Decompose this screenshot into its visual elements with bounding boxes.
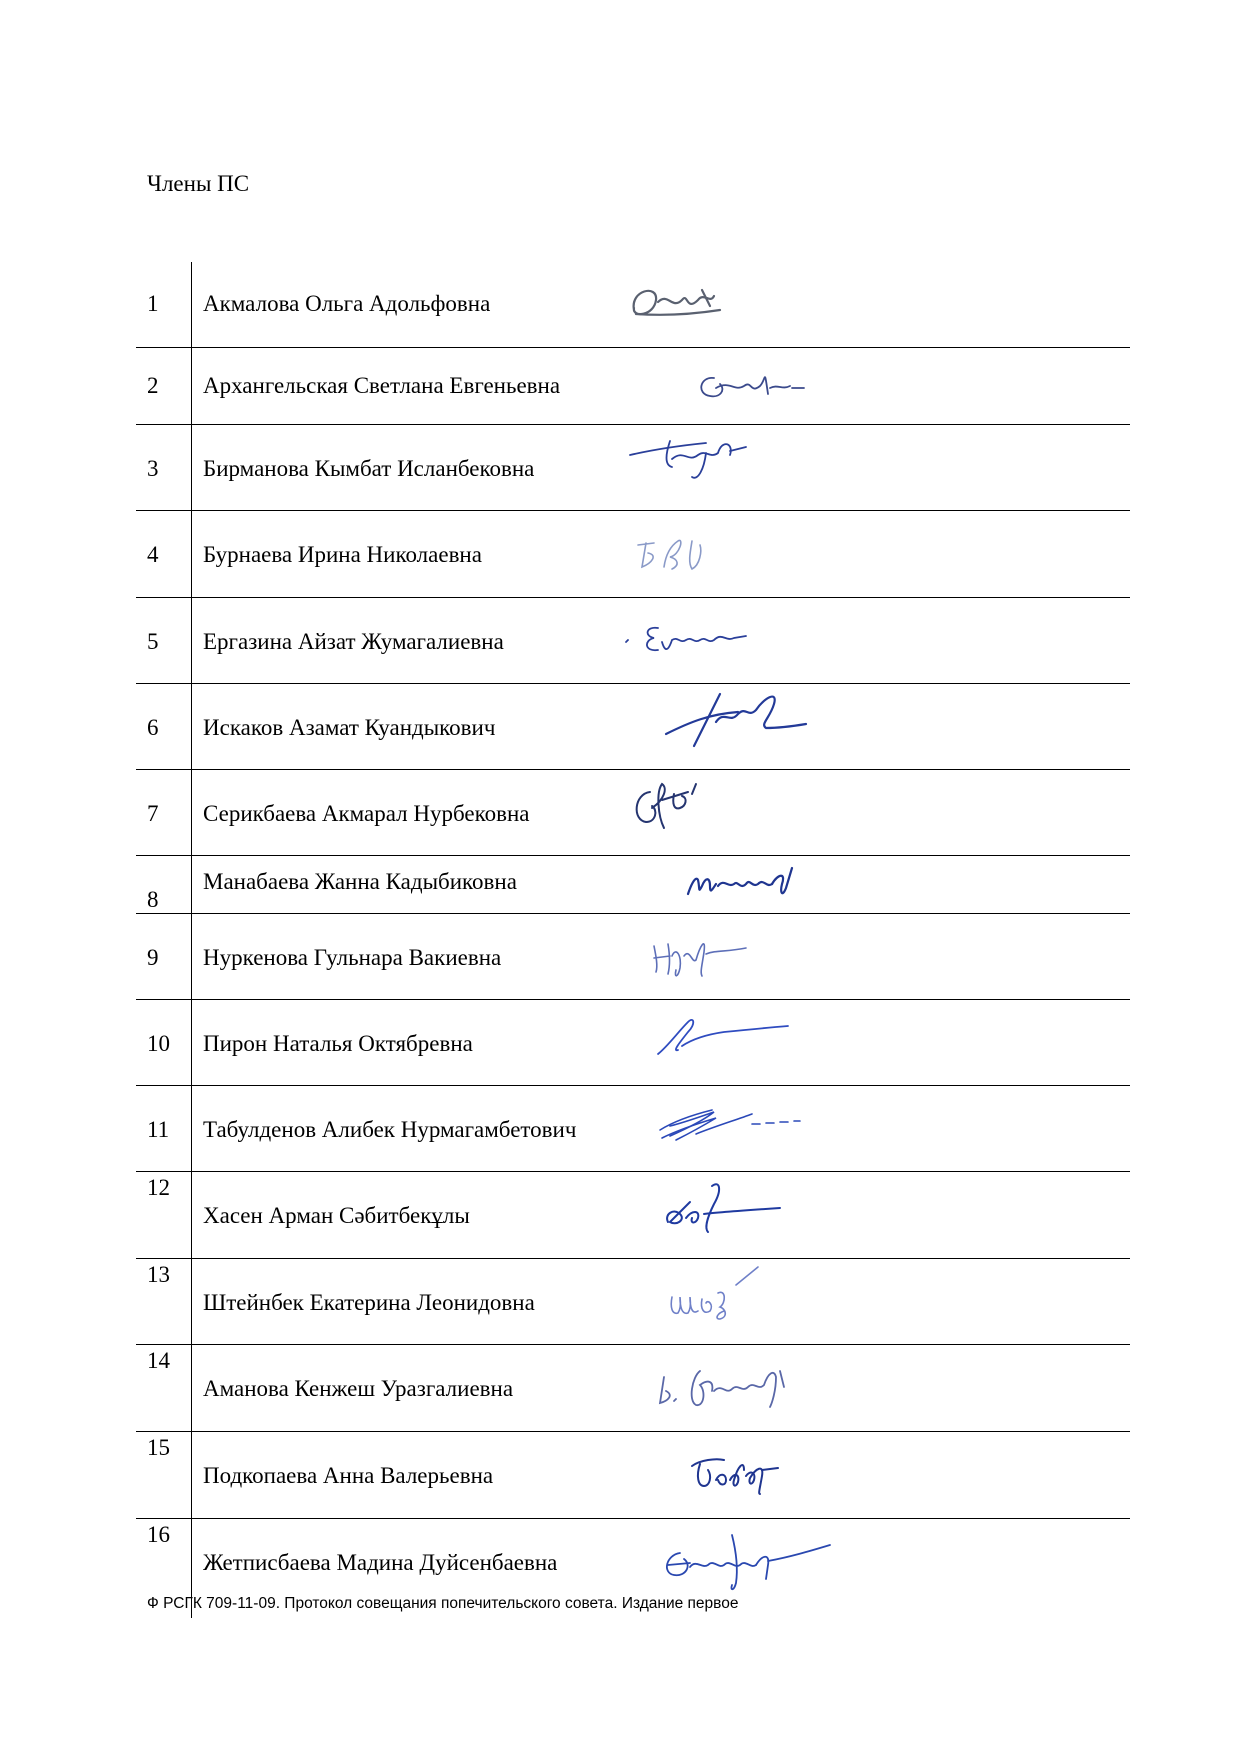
signature-image [660, 684, 840, 760]
table-row [136, 1432, 1130, 1519]
table-row [136, 1259, 1130, 1345]
signature-image [628, 770, 808, 846]
member-name: Манабаева Жанна Кадыбиковна [203, 869, 517, 894]
member-name: Ергазина Айзат Жумагалиевна [203, 629, 504, 654]
member-name: Нуркенова Гульнара Вакиевна [203, 945, 502, 970]
member-name: Штейнбек Екатерина Леонидовна [203, 1290, 535, 1315]
row-number: 9 [147, 945, 159, 970]
signature-image [660, 1525, 840, 1601]
row-number: 12 [147, 1175, 170, 1200]
member-name: Табулденов Алибек Нурмагамбетович [203, 1117, 577, 1142]
table-row [136, 262, 1130, 348]
table-row [136, 684, 1130, 770]
table-row [136, 598, 1130, 684]
page-footer: Ф РСГК 709-11-09. Протокол совещания попечительского совета. Издание первое [147, 1595, 739, 1612]
signature-image [660, 1174, 840, 1250]
table-row [136, 856, 1130, 914]
row-number: 2 [147, 373, 159, 398]
row-number: 8 [147, 887, 159, 912]
signature-image [686, 350, 866, 426]
row-number: 1 [147, 291, 159, 316]
row-number: 3 [147, 456, 159, 481]
page-heading: Члены ПС [147, 171, 250, 196]
signature-image [622, 602, 802, 678]
row-number: 6 [147, 715, 159, 740]
table-row [136, 1086, 1130, 1172]
row-number: 10 [147, 1031, 170, 1056]
signature-image [656, 1090, 836, 1166]
member-name: Пирон Наталья Октябревна [203, 1031, 473, 1056]
signature-image [662, 1263, 842, 1339]
members-table [136, 262, 1130, 1618]
signature-image [630, 515, 810, 591]
signature-image [624, 270, 804, 346]
table-row [136, 770, 1130, 856]
member-name: Искаков Азамат Куандыкович [203, 715, 496, 740]
row-number: 15 [147, 1435, 170, 1460]
member-name: Бурнаева Ирина Николаевна [203, 542, 482, 567]
member-name: Подкопаева Анна Валерьевна [203, 1463, 494, 1488]
row-number: 7 [147, 801, 159, 826]
signature-image [686, 1436, 866, 1512]
member-name: Жетписбаева Мадина Дуйсенбаевна [203, 1550, 558, 1575]
member-name: Серикбаева Акмарал Нурбековна [203, 801, 530, 826]
member-name: Архангельская Светлана Евгеньевна [203, 373, 561, 398]
signature-image [626, 425, 806, 501]
row-number: 16 [147, 1522, 170, 1547]
row-number: 14 [147, 1348, 170, 1373]
row-number: 13 [147, 1262, 170, 1287]
signature-image [656, 1351, 836, 1427]
signature-image [654, 1002, 834, 1078]
signature-image [646, 916, 826, 992]
signature-image [682, 848, 862, 924]
member-name: Бирманова Кымбат Исланбековна [203, 456, 535, 481]
row-number: 5 [147, 629, 159, 654]
table-row [136, 1172, 1130, 1259]
row-number: 11 [147, 1117, 170, 1142]
member-name: Хасен Арман Сәбитбекұлы [203, 1203, 470, 1228]
table-row [136, 1345, 1130, 1432]
member-name: Аманова Кенжеш Уразгалиевна [203, 1376, 514, 1401]
table-row [136, 348, 1130, 425]
table-row [136, 914, 1130, 1000]
table-row [136, 425, 1130, 511]
row-number: 4 [147, 542, 159, 567]
table-row [136, 1000, 1130, 1086]
member-name: Акмалова Ольга Адольфовна [203, 291, 491, 316]
table-row [136, 511, 1130, 598]
